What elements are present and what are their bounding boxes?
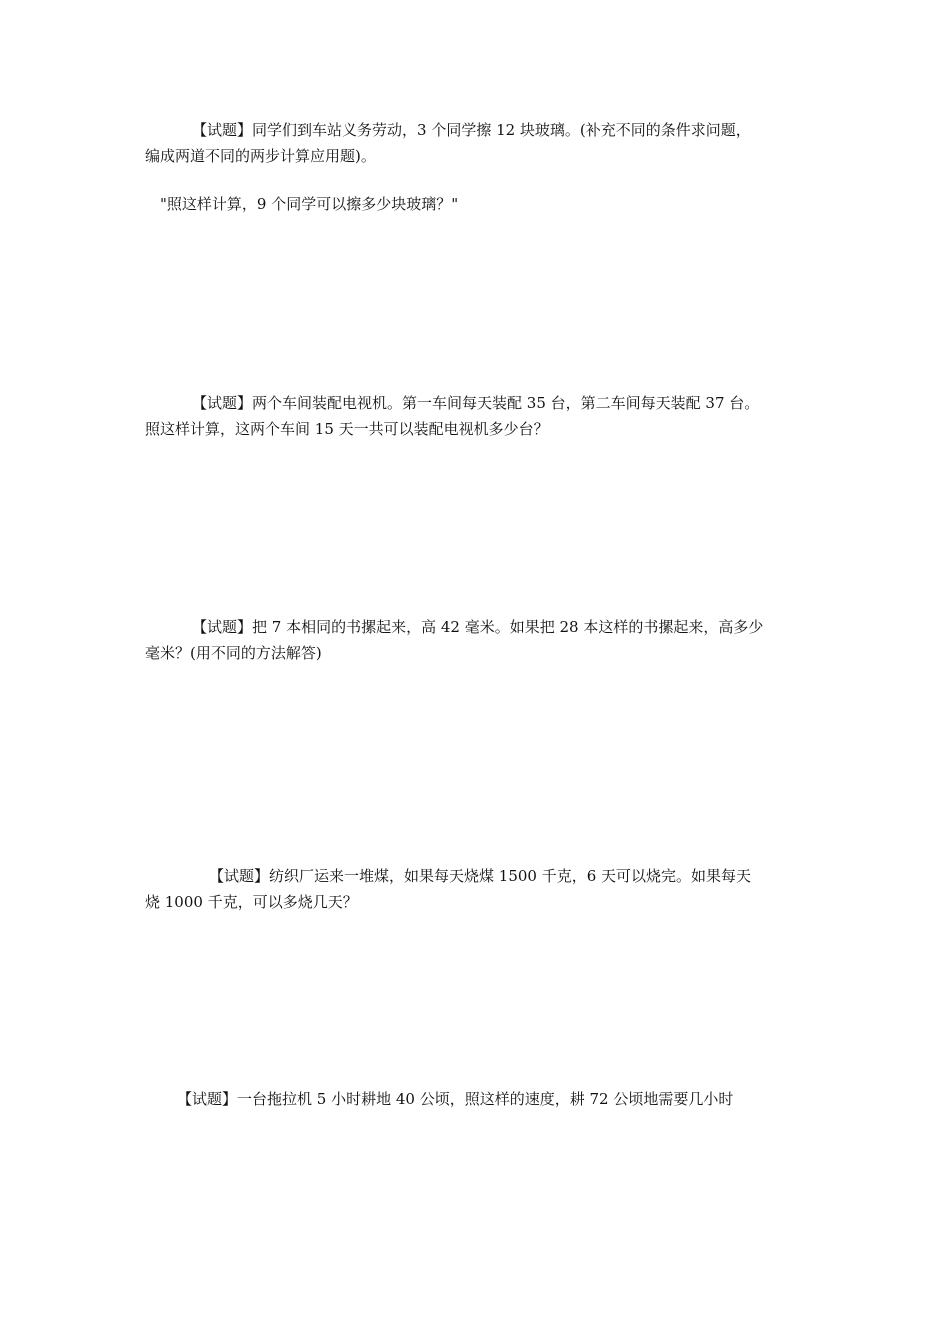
question-4-line-1: 【试题】纺织厂运来一堆煤，如果每天烧煤 1500 千克，6 天可以烧完。如果每天 xyxy=(209,867,752,885)
question-2-line-2: 照这样计算，这两个车间 15 天一共可以装配电视机多少台？ xyxy=(145,420,549,438)
question-4 xyxy=(145,863,813,915)
question-2 xyxy=(145,390,813,442)
question-3 xyxy=(145,614,813,666)
question-5 xyxy=(145,1086,813,1112)
question-3-line-2: 毫米？(用不同的方法解答) xyxy=(145,644,322,662)
question-1-note-text: "照这样计算，9 个同学可以擦多少块玻璃？" xyxy=(160,195,459,213)
question-1-example-condition xyxy=(160,191,828,217)
question-4-line-2: 烧 1000 千克，可以多烧几天？ xyxy=(145,893,358,911)
question-3-line-1: 【试题】把 7 本相同的书摞起来，高 42 毫米。如果把 28 本这样的书摞起来，高多少 xyxy=(192,618,764,636)
question-1-line-2: 编成两道不同的两步计算应用题)。 xyxy=(145,147,376,165)
question-1-line-1: 【试题】同学们到车站义务劳动，3 个同学擦 12 块玻璃。(补充不同的条件求问题， xyxy=(192,121,751,139)
question-5-line-1: 【试题】一台拖拉机 5 小时耕地 40 公顷，照这样的速度，耕 72 公顷地需要几小时 xyxy=(177,1090,734,1108)
question-2-line-1: 【试题】两个车间装配电视机。第一车间每天装配 35 台，第二车间每天装配 37 台。 xyxy=(192,394,760,412)
question-1 xyxy=(145,117,813,169)
